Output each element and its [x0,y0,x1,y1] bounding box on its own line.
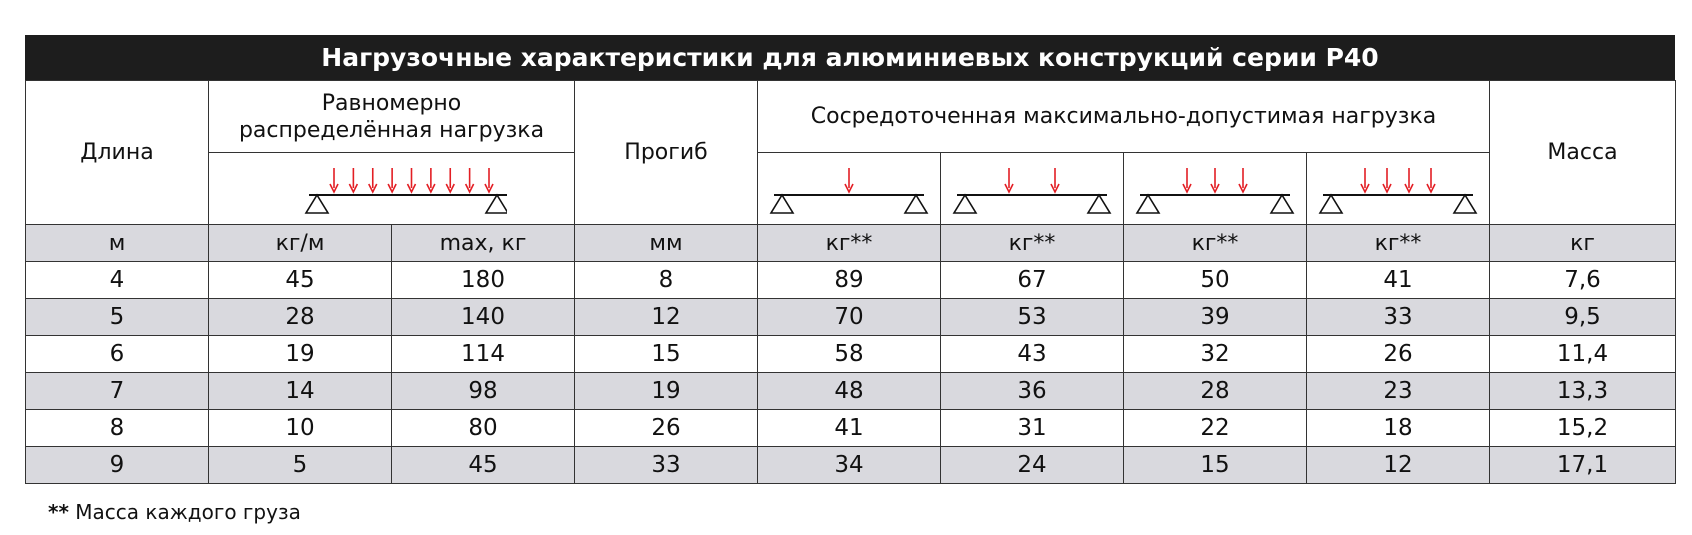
table-cell: 19 [575,373,758,410]
table-cell: 26 [1307,336,1490,373]
table-cell: 15 [575,336,758,373]
unit-cell: кг** [758,225,941,262]
table-cell: 9,5 [1490,299,1676,336]
footnote-mark: ** [48,500,69,524]
table-row [26,410,1676,447]
support-triangle [954,195,976,213]
beam-three-point-load-icon [1132,158,1298,220]
concentrated-diagram-4-cell [1307,153,1490,225]
unit-cell: мм [575,225,758,262]
unit-cell: кг** [1307,225,1490,262]
unit-cell: м [26,225,209,262]
table-cell: 5 [209,447,392,484]
concentrated-diagram-3-cell [1124,153,1307,225]
table-cell: 50 [1124,262,1307,299]
uniform-load-beam-icon [277,158,507,220]
table-cell: 39 [1124,299,1307,336]
unit-cell: кг/м [209,225,392,262]
header-uniform-load: Равномерно распределённая нагрузка [209,81,575,153]
table-cell: 19 [209,336,392,373]
header-length: Длина [26,81,209,225]
table-cell: 5 [26,299,209,336]
table-cell: 45 [209,262,392,299]
table-cell: 33 [1307,299,1490,336]
unit-cell: кг** [1124,225,1307,262]
concentrated-diagram-2-cell [941,153,1124,225]
table-cell: 70 [758,299,941,336]
footnote-text: Масса каждого груза [75,500,301,524]
table-cell: 58 [758,336,941,373]
table-cell: 15,2 [1490,410,1676,447]
unit-cell: кг [1490,225,1676,262]
beam-one-point-load-icon [766,158,932,220]
table-cell: 18 [1307,410,1490,447]
table-cell: 26 [575,410,758,447]
table-cell: 7 [26,373,209,410]
load-table [25,80,1676,484]
table-cell: 12 [575,299,758,336]
table-title: Нагрузочные характеристики для алюминиевых конструкций серии P40 [25,35,1675,80]
table-cell: 33 [575,447,758,484]
table-cell: 12 [1307,447,1490,484]
table-cell: 22 [1124,410,1307,447]
table-row [26,299,1676,336]
table-cell: 13,3 [1490,373,1676,410]
table-cell: 36 [941,373,1124,410]
table-cell: 6 [26,336,209,373]
table-cell: 41 [758,410,941,447]
support-triangle [486,195,507,213]
table-cell: 41 [1307,262,1490,299]
support-triangle [1088,195,1110,213]
table-cell: 11,4 [1490,336,1676,373]
table-row [26,336,1676,373]
table-row [26,447,1676,484]
uniform-load-diagram-cell [209,153,575,225]
table-cell: 67 [941,262,1124,299]
table-cell: 34 [758,447,941,484]
table-cell: 28 [1124,373,1307,410]
units-row [26,225,1676,262]
support-triangle [1320,195,1342,213]
support-triangle [1137,195,1159,213]
table-cell: 89 [758,262,941,299]
table-cell: 8 [575,262,758,299]
support-triangle [771,195,793,213]
table-cell: 4 [26,262,209,299]
support-triangle [1271,195,1293,213]
table-body [26,262,1676,484]
table-cell: 114 [392,336,575,373]
table-cell: 7,6 [1490,262,1676,299]
table-row [26,373,1676,410]
load-table-container [25,35,1675,484]
table-cell: 98 [392,373,575,410]
table-cell: 23 [1307,373,1490,410]
header-concentrated-load: Сосредоточенная максимально-допустимая нагрузка [758,81,1490,153]
table-cell: 17,1 [1490,447,1676,484]
beam-two-point-load-icon [949,158,1115,220]
unit-cell: max, кг [392,225,575,262]
table-cell: 9 [26,447,209,484]
table-cell: 45 [392,447,575,484]
table-cell: 15 [1124,447,1307,484]
support-triangle [306,195,328,213]
table-cell: 31 [941,410,1124,447]
table-cell: 43 [941,336,1124,373]
table-cell: 48 [758,373,941,410]
table-cell: 140 [392,299,575,336]
support-triangle [1454,195,1476,213]
table-cell: 24 [941,447,1124,484]
concentrated-diagram-1-cell [758,153,941,225]
table-cell: 32 [1124,336,1307,373]
table-cell: 10 [209,410,392,447]
unit-cell: кг** [941,225,1124,262]
table-row [26,262,1676,299]
header-deflection: Прогиб [575,81,758,225]
table-cell: 8 [26,410,209,447]
header-mass: Масса [1490,81,1676,225]
beam-four-point-load-icon [1315,158,1481,220]
table-cell: 180 [392,262,575,299]
table-cell: 80 [392,410,575,447]
footnote [48,500,301,524]
table-cell: 53 [941,299,1124,336]
table-cell: 28 [209,299,392,336]
support-triangle [905,195,927,213]
table-cell: 14 [209,373,392,410]
